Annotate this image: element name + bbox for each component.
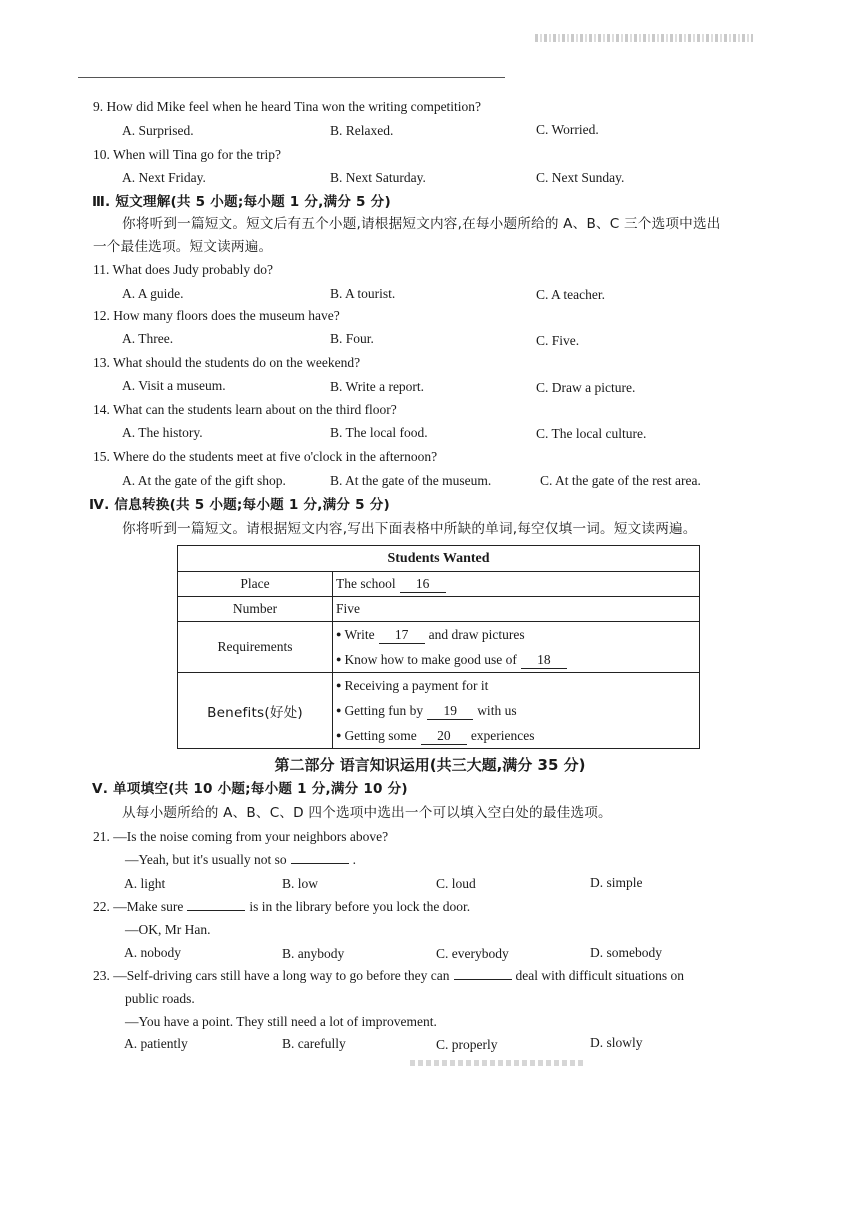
q10-option-a: A. Next Friday. <box>122 170 206 185</box>
students-wanted-table <box>177 545 700 749</box>
question-23-line-1: 23. —Self-driving cars still have a long way to go before they can deal with difficult situations on <box>93 968 685 983</box>
blank-19: 19 <box>427 703 473 720</box>
q11-option-a: A. A guide. <box>122 286 184 301</box>
requirements-label: Requirements <box>178 622 333 673</box>
footer-faint <box>410 1060 585 1066</box>
header-rule <box>78 77 505 78</box>
blank-20: 20 <box>421 728 467 745</box>
table-row-benefits <box>178 673 700 749</box>
question-10-stem: 10. When will Tina go for the trip? <box>93 147 281 162</box>
q14-option-c: C. The local culture. <box>536 426 647 441</box>
q21-blank <box>291 851 349 864</box>
q10-option-c: C. Next Sunday. <box>536 170 625 185</box>
question-22-line-1: 22. —Make sure is in the library before you lock the door. <box>93 899 471 914</box>
q11-option-c: C. A teacher. <box>536 287 605 302</box>
place-label: Place <box>178 572 333 597</box>
question-11-stem: 11. What does Judy probably do? <box>93 262 273 277</box>
q23-option-d: D. slowly <box>590 1035 643 1050</box>
section-5-instructions: 从每小题所给的 A、B、C、D 四个选项中选出一个可以填入空白处的最佳选项。 <box>122 805 612 821</box>
blank-18: 18 <box>521 652 567 669</box>
bullet-icon: ● <box>336 680 342 690</box>
question-12-stem: 12. How many floors does the museum have? <box>93 308 340 323</box>
table-title: Students Wanted <box>178 546 700 572</box>
section-5-title: Ⅴ. 单项填空(共 10 小题;每小题 1 分,满分 10 分) <box>92 781 408 797</box>
section-4-instructions: 你将听到一篇短文。请根据短文内容,写出下面表格中所缺的单词,每空仅填一词。短文读两遍。 <box>122 521 697 537</box>
place-value: The school 16 <box>333 572 700 597</box>
header-noise <box>535 34 753 42</box>
question-14-stem: 14. What can the students learn about on the third floor? <box>93 402 397 417</box>
table-row-number <box>178 597 700 622</box>
benefits-value <box>333 673 700 749</box>
q13-option-a: A. Visit a museum. <box>122 378 226 393</box>
blank-16: 16 <box>400 576 446 593</box>
q9-option-b: B. Relaxed. <box>330 123 394 138</box>
q14-option-a: A. The history. <box>122 425 203 440</box>
q15-option-a: A. At the gate of the gift shop. <box>122 473 286 488</box>
question-9-stem: 9. How did Mike feel when he heard Tina won the writing competition? <box>93 99 482 114</box>
q21-option-c: C. loud <box>436 876 476 891</box>
question-23-line-1b: public roads. <box>125 991 195 1006</box>
blank-17: 17 <box>379 627 425 644</box>
q22-option-c: C. everybody <box>436 946 509 961</box>
question-15-stem: 15. Where do the students meet at five o'clock in the afternoon? <box>93 449 438 464</box>
section-3-title: Ⅲ. 短文理解(共 5 小题;每小题 1 分,满分 5 分) <box>92 194 391 210</box>
requirement-2: ● Know how to make good use of 18 <box>336 647 695 672</box>
q22-option-b: B. anybody <box>282 946 345 961</box>
q12-option-b: B. Four. <box>330 331 374 346</box>
q9-option-a: A. Surprised. <box>122 123 194 138</box>
q22-option-a: A. nobody <box>124 945 181 960</box>
question-23-line-2: —You have a point. They still need a lot of improvement. <box>125 1014 437 1029</box>
q15-option-c: C. At the gate of the rest area. <box>540 473 701 488</box>
question-21-line-2: —Yeah, but it's usually not so . <box>125 852 356 867</box>
q21-option-a: A. light <box>124 876 166 891</box>
q13-option-b: B. Write a report. <box>330 379 425 394</box>
q22-blank <box>187 898 245 911</box>
q21-option-d: D. simple <box>590 875 643 890</box>
q22-option-d: D. somebody <box>590 945 662 960</box>
bullet-icon: ● <box>336 730 342 740</box>
number-value: Five <box>333 597 700 622</box>
number-label: Number <box>178 597 333 622</box>
part-2-title: 第二部分 语言知识运用(共三大题,满分 35 分) <box>274 756 586 774</box>
benefit-2: ● Getting fun by 19 with us <box>336 703 517 718</box>
benefit-3: ● Getting some 20 experiences <box>336 728 535 743</box>
requirements-value <box>333 622 700 673</box>
q15-option-b: B. At the gate of the museum. <box>330 473 492 488</box>
q12-option-c: C. Five. <box>536 333 580 348</box>
q21-option-b: B. low <box>282 876 319 891</box>
q23-option-c: C. properly <box>436 1037 498 1052</box>
question-22-line-2: —OK, Mr Han. <box>125 922 211 937</box>
q14-option-b: B. The local food. <box>330 425 428 440</box>
bullet-icon: ● <box>336 705 342 715</box>
q13-option-c: C. Draw a picture. <box>536 380 636 395</box>
benefit-1: ● Receiving a payment for it <box>336 678 489 693</box>
q12-option-a: A. Three. <box>122 331 174 346</box>
question-21-line-1: 21. —Is the noise coming from your neighbors above? <box>93 829 389 844</box>
q23-blank <box>454 967 512 980</box>
benefits-label: Benefits(好处) <box>178 673 333 749</box>
section-3-instructions-2: 一个最佳选项。短文读两遍。 <box>93 239 273 255</box>
section-3-instructions-1: 你将听到一篇短文。短文后有五个小题,请根据短文内容,在每小题所给的 A、B、C 三个选项中选出 <box>122 216 721 232</box>
table-row-place <box>178 572 700 597</box>
q10-option-b: B. Next Saturday. <box>330 170 426 185</box>
bullet-icon: ● <box>336 654 342 664</box>
question-13-stem: 13. What should the students do on the weekend? <box>93 355 361 370</box>
requirement-1: ● Write 17 and draw pictures <box>336 627 525 642</box>
bullet-icon: ● <box>336 629 342 639</box>
table-row-requirements <box>178 622 700 673</box>
section-4-title: Ⅳ. 信息转换(共 5 小题;每小题 1 分,满分 5 分) <box>89 497 390 513</box>
q11-option-b: B. A tourist. <box>330 286 396 301</box>
q9-option-c: C. Worried. <box>536 122 599 137</box>
q23-option-b: B. carefully <box>282 1036 346 1051</box>
q23-option-a: A. patiently <box>124 1036 188 1051</box>
